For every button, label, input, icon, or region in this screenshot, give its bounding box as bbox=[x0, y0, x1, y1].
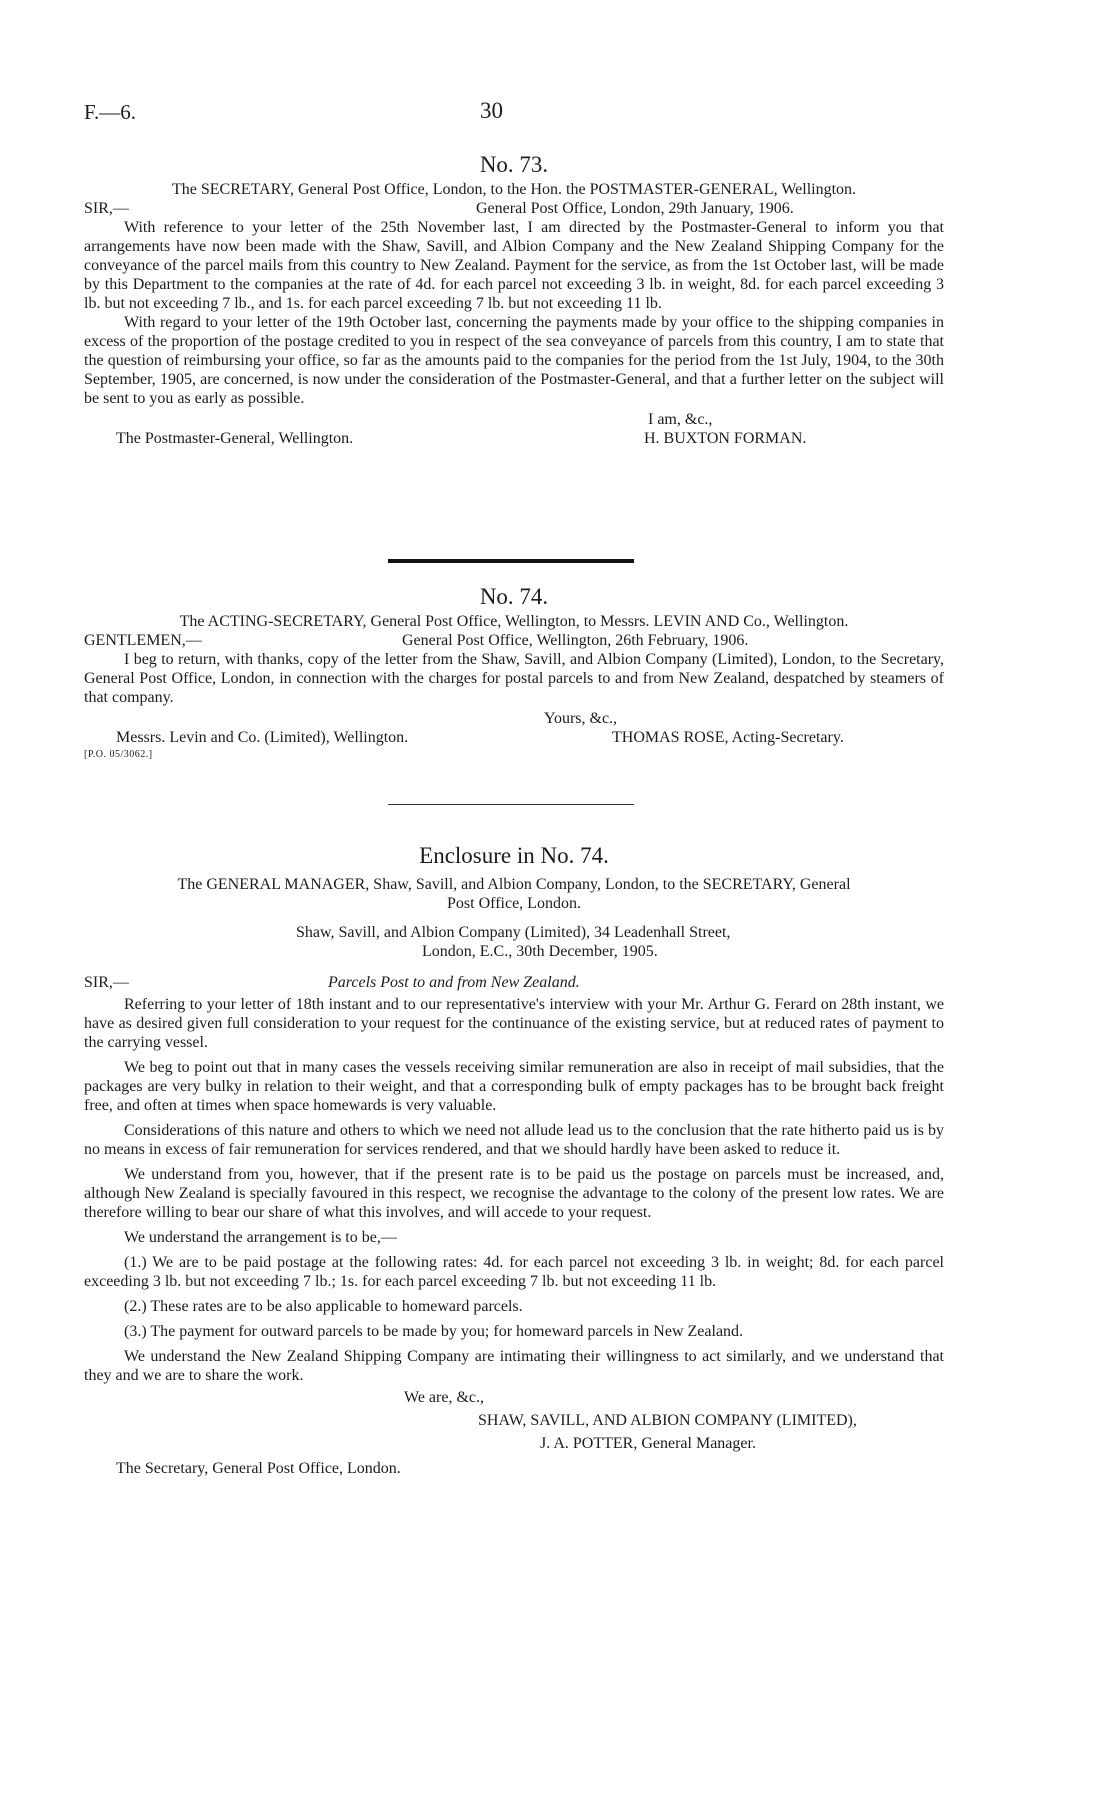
letter-73 bbox=[84, 152, 944, 448]
letter-74 bbox=[84, 584, 944, 763]
letter-73-paragraph: With regard to your letter of the 19th October last, concerning the payments made by your office to the shipping companies in excess of the proportion of the postage credited to you in respect of the sea conveyance of parcels from this country, I am to state that the question of reimbursing your office, so far as the amounts paid to the companies for the period from the 1st July, 1904, to the 30th September, 1905, are concerned, is now under the consideration of the Postmaster-General, and that a further letter on the subject will be sent to you as early as possible. bbox=[84, 314, 944, 407]
enclosure-subject: Parcels Post to and from New Zealand. bbox=[328, 974, 580, 991]
enclosure bbox=[84, 843, 944, 1478]
enclosure-from-line-cont: Post Office, London. bbox=[447, 895, 581, 912]
letter-74-title: No. 74. bbox=[479, 584, 549, 609]
enclosure-title: Enclosure in No. 74. bbox=[419, 843, 609, 868]
section-divider-thin bbox=[388, 804, 634, 805]
enclosure-dateline: London, E.C., 30th December, 1905. bbox=[422, 943, 658, 960]
enclosure-list-item: (3.) The payment for outward parcels to be made by you; for homeward parcels in New Zealand. bbox=[124, 1323, 744, 1340]
letter-73-dateline: General Post Office, London, 29th January, 1906. bbox=[476, 200, 794, 217]
enclosure-paragraph: We beg to point out that in many cases the vessels receiving similar remuneration are also in receipt of mail subsidies, that the packages are very bulky in relation to their weight, and that a corresponding bulk of empty packages has to be brought back freight free, and often at times when space homewards is very valuable. bbox=[84, 1059, 944, 1114]
letter-73-from-line: The SECRETARY, General Post Office, London, to the Hon. the POSTMASTER-GENERAL, Wellington. bbox=[171, 181, 857, 198]
enclosure-paragraph: We understand the arrangement is to be,— bbox=[124, 1229, 397, 1246]
letter-73-closing: I am, &c., bbox=[648, 411, 713, 428]
letter-74-salutation: GENTLEMEN,— bbox=[84, 632, 202, 649]
section-divider-thick bbox=[388, 559, 634, 563]
letter-73-salutation: SIR,— bbox=[84, 200, 129, 217]
letter-74-closing: Yours, &c., bbox=[544, 710, 618, 727]
enclosure-from-line: The GENERAL MANAGER, Shaw, Savill, and Albion Company, London, to the SECRETARY, General bbox=[177, 876, 851, 893]
enclosure-salutation: SIR,— bbox=[84, 974, 129, 991]
file-reference: [P.O. 05/3062.] bbox=[84, 749, 153, 760]
letter-73-addressee: The Postmaster-General, Wellington. bbox=[116, 430, 354, 447]
enclosure-list-item: (2.) These rates are to be also applicable to homeward parcels. bbox=[124, 1298, 523, 1315]
letter-73-paragraph: With reference to your letter of the 25th November last, I am directed by the Postmaster-General to inform you that arrangements have now been made with the Shaw, Savill, and Albion Company and the New Zealand Shipping Company for the conveyance of the parcel mails from this country to New Zealand. Payment for the service, as from the 1st October last, will be made by this Department to the companies at the rate of 4d. for each parcel not exceeding 3 lb. in weight, 8d. for each parcel exceeding 3 lb. but not exceeding 7 lb., and 1s. for each parcel exceeding 7 lb. but not exceeding 11 lb. bbox=[84, 219, 944, 312]
letter-74-signature: THOMAS ROSE, Acting-Secretary. bbox=[612, 729, 844, 746]
letter-74-addressee: Messrs. Levin and Co. (Limited), Wellington. bbox=[116, 729, 409, 746]
enclosure-signature-company: SHAW, SAVILL, AND ALBION COMPANY (LIMITED), bbox=[478, 1412, 857, 1429]
enclosure-list-item: (1.) We are to be paid postage at the following rates: 4d. for each parcel not exceeding 3 lb. in weight; 8d. for each parcel exceeding 3 lb. but not exceeding 7 lb.; 1s. for each parcel exceeding 7 lb. but not exceeding 11 lb. bbox=[84, 1254, 944, 1290]
enclosure-closing: We are, &c., bbox=[404, 1389, 484, 1406]
letter-74-from-line: The ACTING-SECRETARY, General Post Office, Wellington, to Messrs. LEVIN AND Co., Wellington. bbox=[179, 613, 849, 630]
letter-73-signature: H. BUXTON FORMAN. bbox=[644, 430, 807, 447]
enclosure-paragraph: Referring to your letter of 18th instant and to our representative's interview with your Mr. Arthur G. Ferard on 28th instant, we have as desired given full consideration to your request for the continuance of the existing service, but at reduced rates of payment to the carrying vessel. bbox=[84, 996, 944, 1051]
enclosure-paragraph: We understand from you, however, that if the present rate is to be paid us the postage on parcels must be increased, and, although New Zealand is specially favoured in this respect, we recognise the advantage to the colony of the present low rates. We are therefore willing to bear our share of what this involves, and will accede to your request. bbox=[84, 1166, 944, 1221]
letter-74-paragraph: I beg to return, with thanks, copy of the letter from the Shaw, Savill, and Albion Company (Limited), London, to the Secretary, General Post Office, London, in connection with the charges for postal parcels to and from New Zealand, despatched by steamers of that company. bbox=[84, 651, 944, 706]
letter-74-dateline: General Post Office, Wellington, 26th February, 1906. bbox=[402, 632, 749, 649]
page-number: 30 bbox=[480, 98, 503, 123]
enclosure-paragraph: We understand the New Zealand Shipping Company are intimating their willingness to act similarly, and we understand that they and we are to share the work. bbox=[84, 1348, 944, 1384]
letter-73-title: No. 73. bbox=[479, 152, 549, 177]
enclosure-paragraph: Considerations of this nature and others to which we need not allude lead us to the conclusion that the rate hitherto paid us is by no means in excess of fair remuneration for services rendered, and that we should hardly have been asked to reduce it. bbox=[84, 1122, 944, 1158]
enclosure-addressee: The Secretary, General Post Office, London. bbox=[116, 1460, 401, 1477]
enclosure-address-line: Shaw, Savill, and Albion Company (Limited), 34 Leadenhall Street, bbox=[296, 924, 731, 941]
enclosure-signature-name: J. A. POTTER, General Manager. bbox=[540, 1435, 756, 1452]
document-reference: F.—6. bbox=[84, 100, 136, 124]
